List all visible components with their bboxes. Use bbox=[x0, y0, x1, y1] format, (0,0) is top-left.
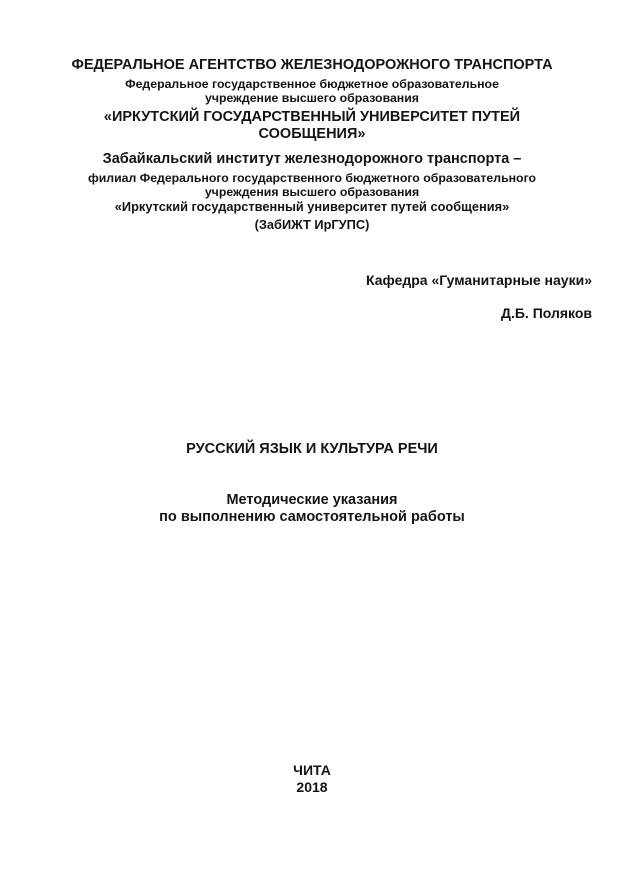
branch-block bbox=[32, 149, 592, 232]
branch-university-name: «Иркутский государственный университет путей сообщения» bbox=[114, 199, 510, 214]
imprint-city: ЧИТА bbox=[293, 762, 331, 778]
founder-type-line-2: учреждение высшего образования bbox=[205, 90, 419, 105]
imprint-year: 2018 bbox=[296, 779, 328, 795]
header-block bbox=[32, 55, 592, 142]
university-name-line-2: СООБЩЕНИЯ» bbox=[258, 125, 366, 142]
imprint-block bbox=[32, 762, 592, 796]
author-name: Д.Б. Поляков bbox=[500, 305, 592, 321]
document-title: РУССКИЙ ЯЗЫК И КУЛЬТУРА РЕЧИ bbox=[186, 441, 438, 457]
department-name: Кафедра «Гуманитарные науки» bbox=[366, 272, 592, 288]
branch-name: Забайкальский институт железнодорожного транспорта – bbox=[102, 151, 522, 167]
subtitle-line-1: Методические указания bbox=[226, 492, 398, 508]
branch-descriptor-line-1: филиал Федерального государственного бюджетного образовательного bbox=[87, 171, 537, 185]
founder-type-line-1: Федеральное государственное бюджетное образовательное bbox=[125, 77, 499, 91]
branch-descriptor-line-2: учреждения высшего образования bbox=[204, 184, 420, 199]
branch-abbreviation: (ЗабИЖТ ИрГУПС) bbox=[254, 217, 370, 232]
agency-name: ФЕДЕРАЛЬНОЕ АГЕНТСТВО ЖЕЛЕЗНОДОРОЖНОГО ТРАНСПОРТА bbox=[71, 57, 553, 73]
subtitle-line-2: по выполнению самостоятельной работы bbox=[159, 509, 465, 525]
university-name-line-1: «ИРКУТСКИЙ ГОСУДАРСТВЕННЫЙ УНИВЕРСИТЕТ ПУТЕЙ bbox=[103, 109, 521, 125]
document-subtitle bbox=[32, 492, 592, 526]
